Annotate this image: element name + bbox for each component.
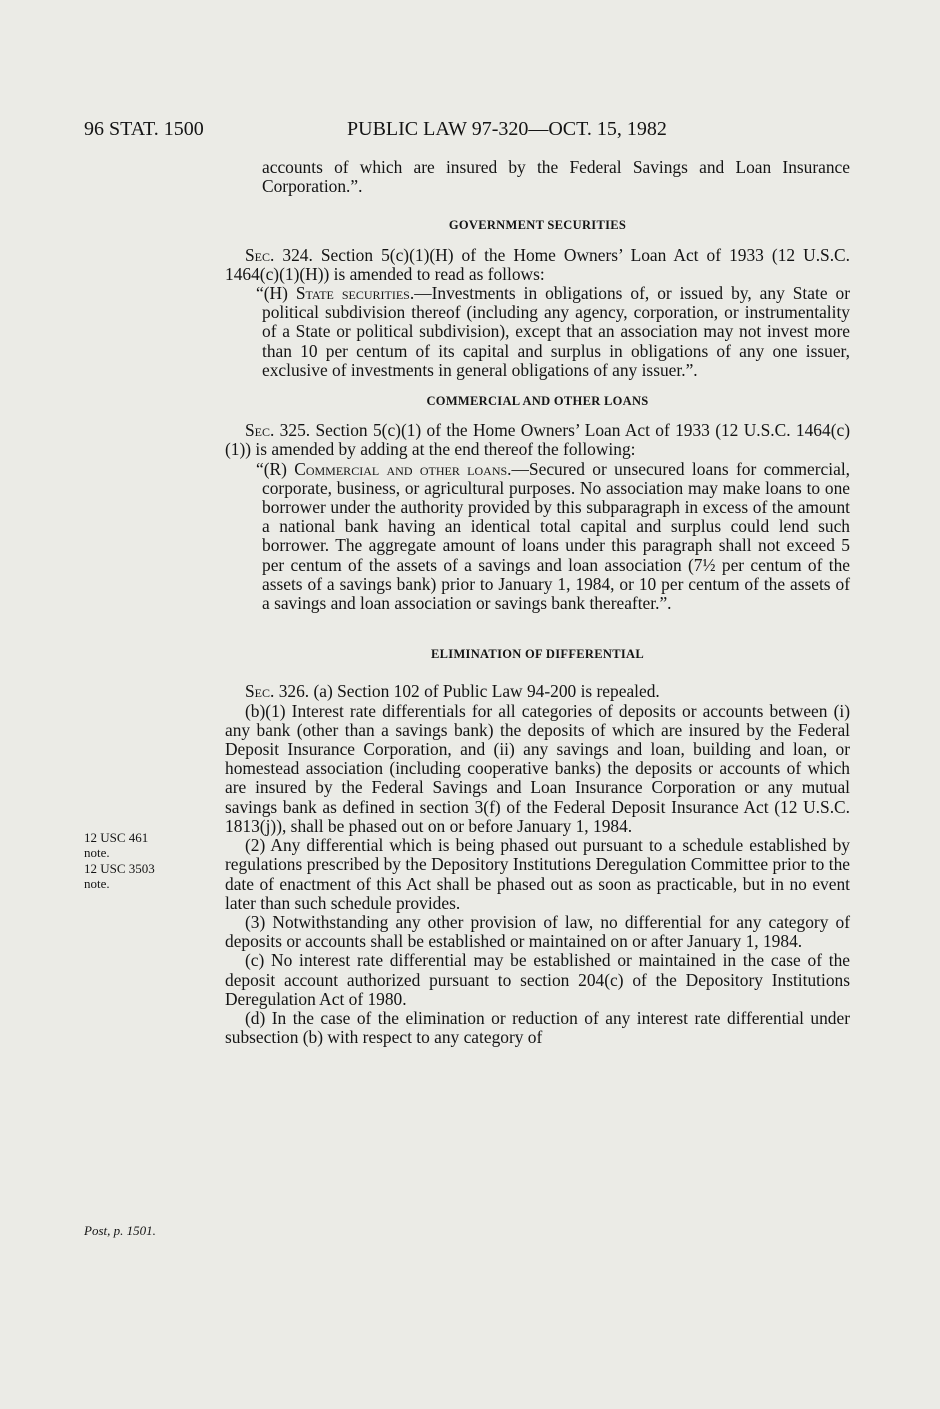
document-body (225, 158, 850, 1047)
margin-note-note-2: note. (84, 876, 110, 891)
quote-text: —Investments in obligations of, or issued by, any State or political subdivision thereof (including any agency, corporation, or instrumentality of a State or political subdivision), except that an association may not invest more than 10 per centum of its capital and surplus in obligations of any one issuer, exclusive of investments in general obligations of any issuer.”. (262, 283, 850, 380)
page-title: PUBLIC LAW 97-320—OCT. 15, 1982 (347, 118, 667, 140)
intro-paragraph: accounts of which are insured by the Federal Savings and Loan Insurance Corporation.”. (262, 157, 850, 197)
section-text: Section 5(c)(1) of the Home Owners’ Loan Act of 1933 (12 U.S.C. 1464(c)(1)) is amended by adding at the end thereof the following: (225, 420, 850, 460)
heading-commercial-loans: COMMERCIAL AND OTHER LOANS (426, 394, 649, 409)
section-326-b3: (3) Notwithstanding any other provision of law, no differential for any category of deposits or accounts shall be established or maintained on or after January 1, 1984. (225, 911, 850, 952)
section-text: (a) Section 102 of Public Law 94-200 is repealed. (309, 681, 660, 702)
section-324 (225, 246, 850, 284)
section-text: Section 5(c)(1)(H) of the Home Owners’ Loan Act of 1933 (12 U.S.C. 1464(c)(1)(H)) is amended to read as follows: (225, 244, 851, 284)
quote-title: State securities. (295, 283, 415, 304)
section-label: Sec. 324. (245, 244, 313, 265)
margin-note-note: note. (84, 845, 110, 860)
section-label: Sec. 325. (245, 420, 311, 441)
section-325-quote (256, 458, 850, 614)
section-326-a (225, 682, 850, 701)
section-326-b2: (2) Any differential which is being phased out pursuant to a schedule established by regulations prescribed by the Depository Institutions Deregulation Committee prior to the date of enactment of this Act shall be phased out as soon as practicable, but in no event later than such schedule provides. (225, 835, 850, 913)
quote-lead: “(H) (256, 283, 296, 304)
quote-text: —Secured or unsecured loans for commercial, corporate, business, or agricultural purposes. No association may make loans to one borrower under the authority provided by this subparagraph in excess of the amount a national bank having an identical total capital and surplus could lend such borrower. The aggregate amount of loans under this paragraph shall not exceed 5 per centum of the assets of a savings and loan association (7½ per centum of the assets of a savings bank) prior to January 1, 1984, or 10 per centum of the assets of a savings and loan association or savings bank thereafter.”. (262, 458, 850, 614)
section-326-d: (d) In the case of the elimination or reduction of any interest rate differential under subsection (b) with respect to any category of (225, 1007, 850, 1048)
section-324-quote (256, 283, 850, 380)
margin-note-usc461: 12 USC 461 (84, 830, 149, 845)
section-326-b1: (b)(1) Interest rate differentials for all categories of deposits or accounts between (i) any bank (other than a savings bank) the deposits of which are insured by the Federal Deposit Insurance Corporation, and (ii) any savings and loan, building and loan, or homestead association (including cooperative banks) the deposits or accounts of which are insured by the Federal Savings and Loan Insurance Corporation or any mutual savings bank as defined in section 3(f) of the Federal Deposit Insurance Act (12 U.S.C. 1813(j)), shall be phased out on or before January 1, 1984. (225, 700, 850, 836)
statute-page-number: 96 STAT. 1500 (84, 118, 204, 140)
section-326-c: (c) No interest rate differential may be established or maintained in the case of the deposit account authorized pursuant to section 204(c) of the Depository Institutions Deregulation Act of 1980. (225, 950, 850, 1009)
heading-elimination-differential: ELIMINATION OF DIFFERENTIAL (431, 647, 644, 662)
margin-note-usc3503: 12 USC 3503 (84, 861, 155, 876)
margin-note-post: Post, p. 1501. (84, 1223, 156, 1238)
heading-government-securities: GOVERNMENT SECURITIES (448, 218, 627, 233)
quote-title: Commercial and other loans. (294, 458, 512, 479)
section-325 (225, 421, 850, 459)
quote-lead: “(R) (256, 458, 295, 479)
section-label: Sec. 326. (245, 681, 310, 702)
